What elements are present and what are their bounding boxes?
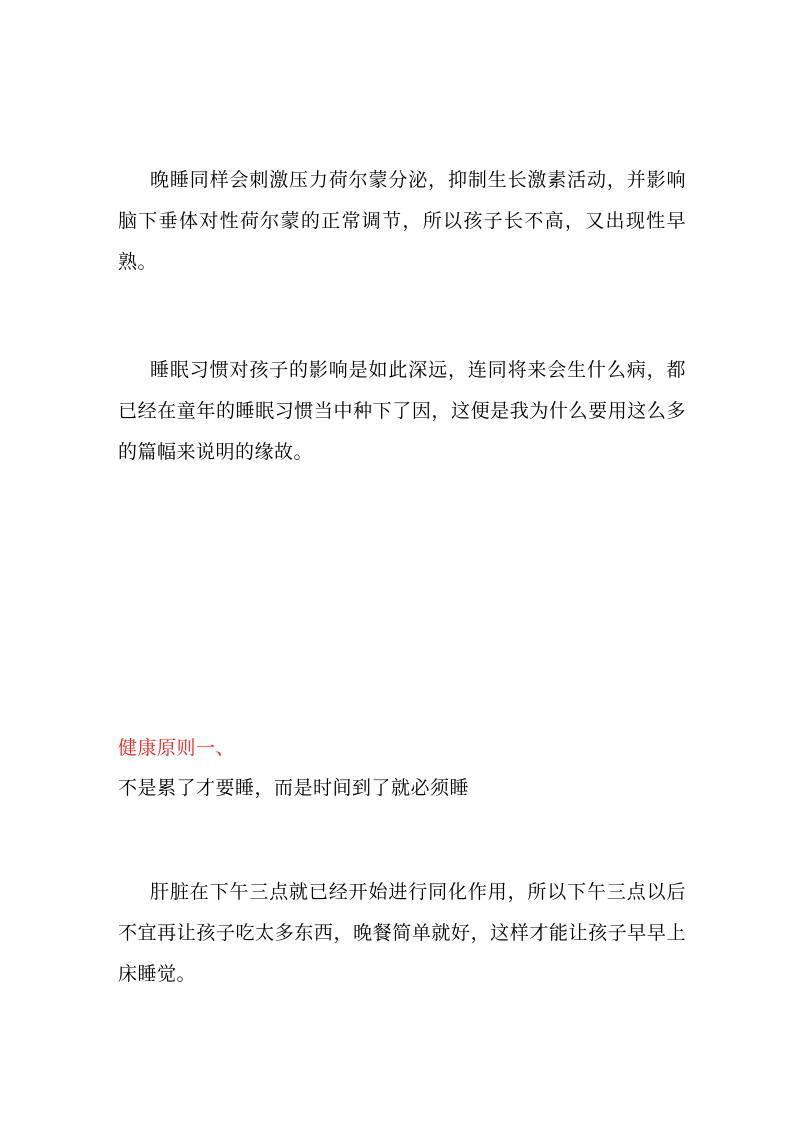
paragraph-late-sleep-hormones: 晚睡同样会刺激压力荷尔蒙分泌，抑制生长激素活动，并影响脑下垂体对性荷尔蒙的正常调节，所以孩子长不高，又出现性早熟。 xyxy=(118,169,686,273)
paragraph-sleep-habits-impact: 睡眠习惯对孩子的影响是如此深远，连同将来会生什么病，都已经在童年的睡眠习惯当中种下了因，这便是我为什么要用这么多的篇幅来说明的缘故。 xyxy=(118,359,686,463)
paragraph-liver-dinner: 肝脏在下午三点就已经开始进行同化作用，所以下午三点以后不宜再让孩子吃太多东西，晚餐简单就好，这样才能让孩子早早上床睡觉。 xyxy=(118,881,686,985)
principle-text: 不是累了才要睡，而是时间到了就必须睡 xyxy=(118,777,470,799)
principle-heading: 健康原则一、 xyxy=(118,737,236,759)
